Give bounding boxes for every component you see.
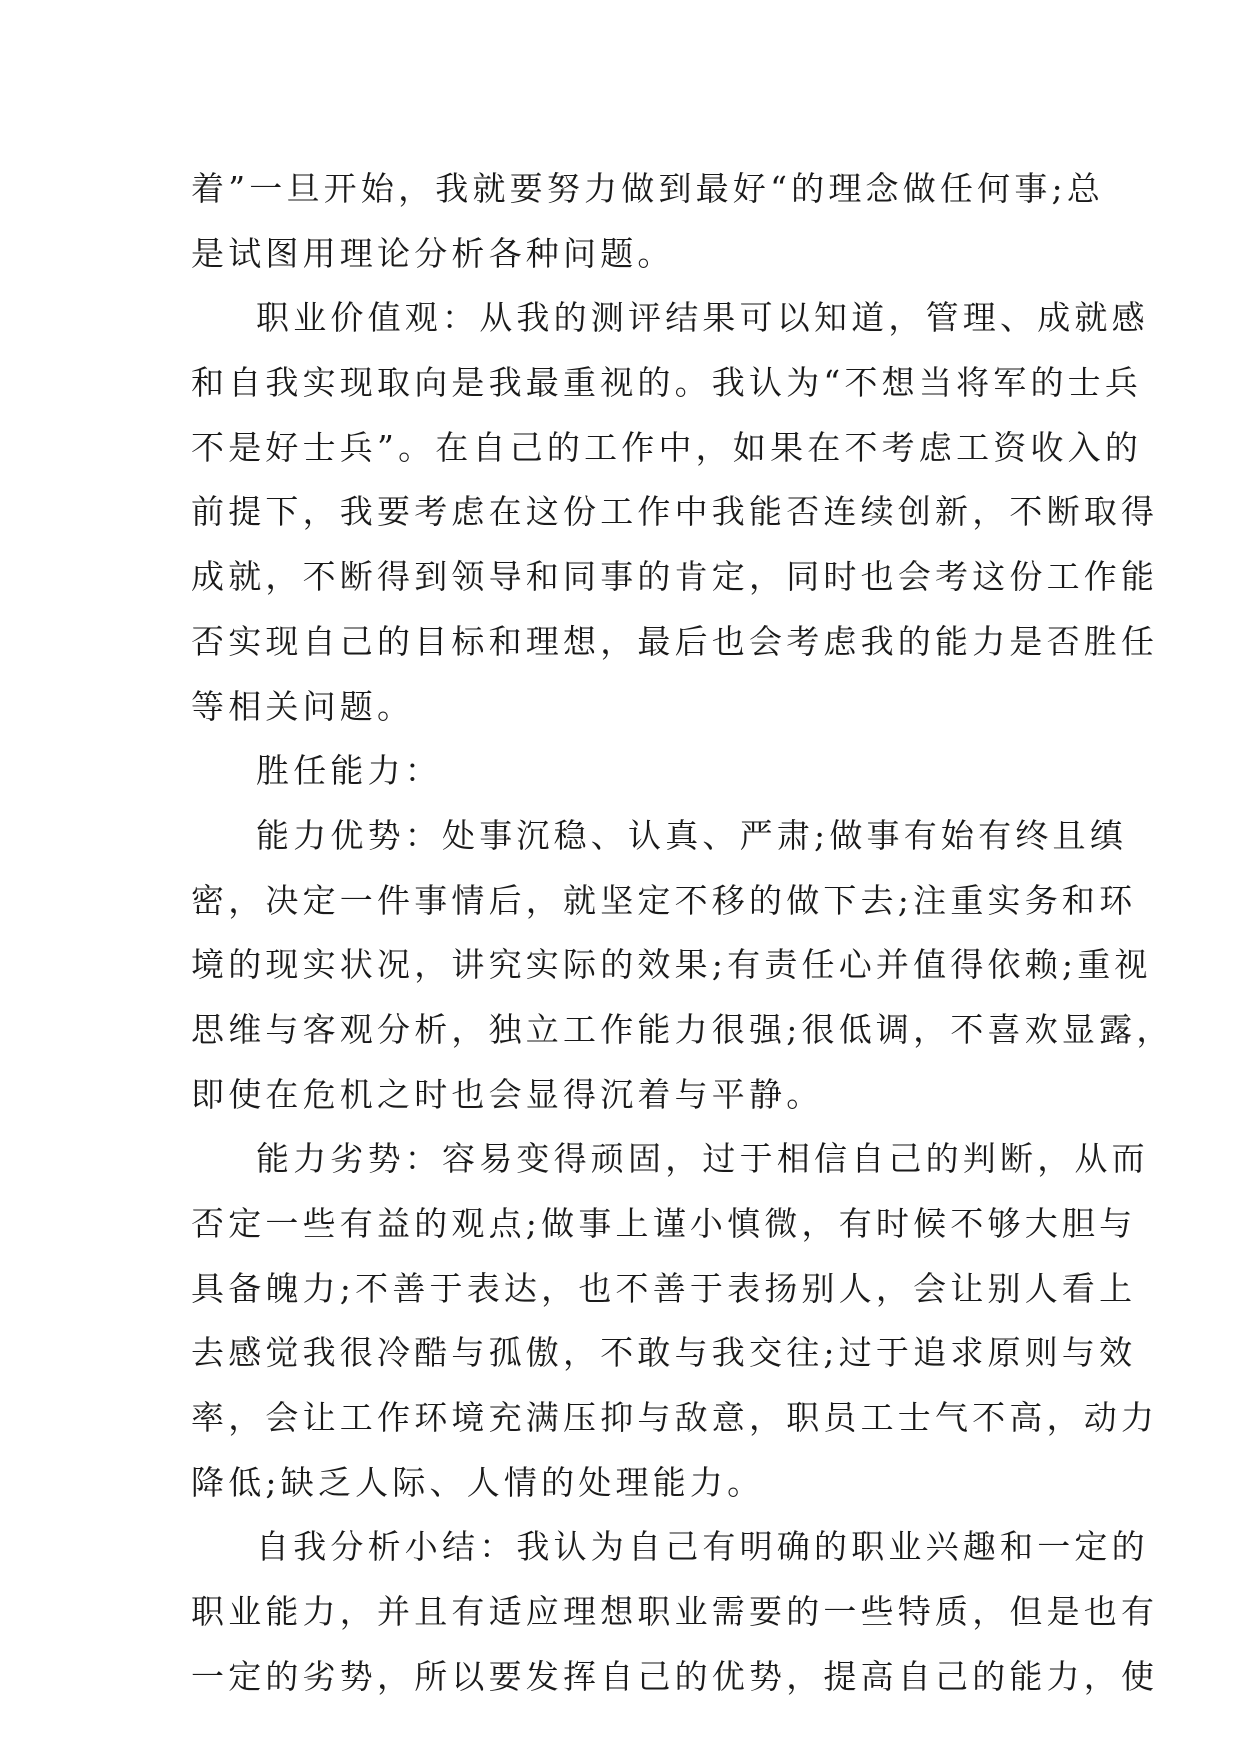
paragraph <box>191 1515 1159 1709</box>
text-line: 即使在危机之时也会显得沉着与平静。 <box>191 1074 824 1114</box>
text-line: 着”一旦开始，我就要努力做到最好“的理念做任何事;总 <box>191 169 1105 208</box>
text-line: 胜任能力： <box>256 751 442 791</box>
text-line: 密，决定一件事情后，就坚定不移的做下去;注重实务和环 <box>191 880 1137 920</box>
paragraph <box>191 1127 1159 1515</box>
text-line: 是试图用理论分析各种问题。 <box>191 233 675 273</box>
text-line: 前提下，我要考虑在这份工作中我能否连续创新，不断取得 <box>191 492 1159 532</box>
text-line: 和自我实现取向是我最重视的。我认为“不想当将军的士兵 <box>191 363 1143 403</box>
text-line: 率，会让工作环境充满压抑与敌意，职员工士气不高，动力 <box>191 1398 1159 1438</box>
text-line: 一定的劣势，所以要发挥自己的优势，提高自己的能力，使 <box>191 1656 1159 1696</box>
text-line: 不是好士兵”。在自己的工作中，如果在不考虑工资收入的 <box>191 427 1143 467</box>
document-body <box>191 157 1174 1710</box>
text-line: 具备魄力;不善于表达，也不善于表扬别人，会让别人看上 <box>191 1268 1137 1308</box>
paragraph <box>191 286 1159 739</box>
text-line: 成就，不断得到领导和同事的肯定，同时也会考这份工作能 <box>191 557 1159 597</box>
paragraph <box>191 739 1051 804</box>
text-line: 否实现自己的目标和理想，最后也会考虑我的能力是否胜任 <box>191 621 1159 661</box>
text-line: 能力劣势：容易变得顽固，过于相信自己的判断，从而 <box>256 1139 1149 1179</box>
text-line: 降低;缺乏人际、人情的处理能力。 <box>191 1462 765 1502</box>
text-line: 职业能力，并且有适应理想职业需要的一些特质，但是也有 <box>191 1592 1159 1632</box>
paragraph <box>191 804 1174 1127</box>
paragraph <box>191 157 1105 286</box>
text-line: 自我分析小结：我认为自己有明确的职业兴趣和一定的 <box>256 1527 1149 1567</box>
text-line: 否定一些有益的观点;做事上谨小慎微，有时候不够大胆与 <box>191 1204 1137 1243</box>
text-line: 去感觉我很冷酷与孤傲，不敢与我交往;过于追求原则与效 <box>191 1333 1137 1373</box>
text-line: 思维与客观分析，独立工作能力很强;很低调，不喜欢显露， <box>191 1009 1174 1049</box>
text-line: 境的现实状况，讲究实际的效果;有责任心并值得依赖;重视 <box>191 945 1152 985</box>
text-line: 能力优势：处事沉稳、认真、严肃;做事有始有终且缜 <box>256 815 1127 855</box>
text-line: 职业价值观：从我的测评结果可以知道，管理、成就感 <box>256 298 1149 338</box>
text-line: 等相关问题。 <box>191 686 415 726</box>
